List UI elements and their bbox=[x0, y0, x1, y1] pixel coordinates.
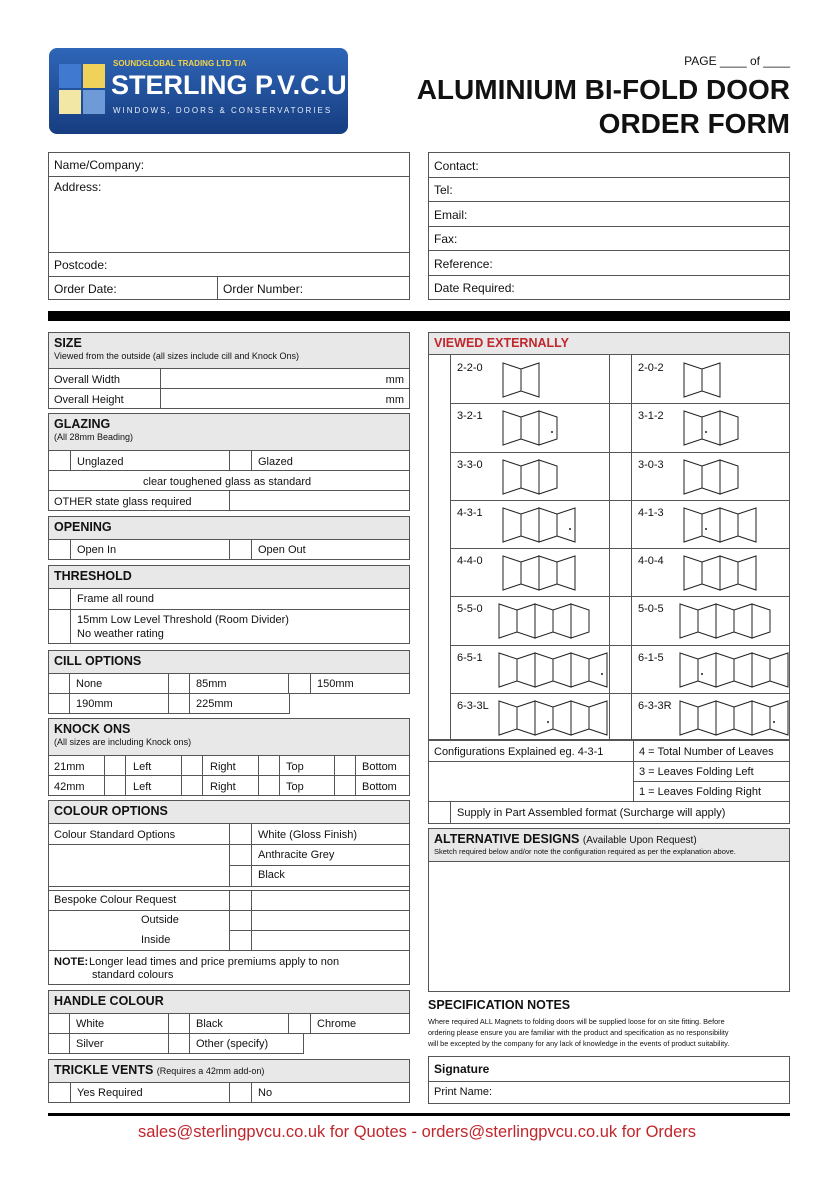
colour-black-option[interactable]: Black bbox=[258, 869, 285, 881]
company-logo bbox=[49, 48, 348, 134]
bifold-door-icon bbox=[682, 554, 758, 592]
colour-note-1: Longer lead times and price premiums apply to non bbox=[89, 956, 340, 968]
knock-42-left[interactable]: Left bbox=[133, 781, 152, 793]
open-in-option[interactable]: Open In bbox=[77, 544, 117, 556]
bespoke-inside[interactable]: Inside bbox=[141, 934, 171, 946]
handle-header: HANDLE COLOUR bbox=[48, 990, 410, 1014]
supply-part-assembled-option[interactable]: Supply in Part Assembled format (Surcharge will apply) bbox=[457, 807, 726, 819]
alternative-designs-header: ALTERNATIVE DESIGNS (Available Upon Request) Sketch required below and/or note the configuration required as per the explanation above. bbox=[428, 828, 790, 862]
trickle-header: TRICKLE VENTS (Requires a 42mm add-on) bbox=[48, 1059, 410, 1083]
knock-21-top[interactable]: Top bbox=[286, 761, 304, 773]
config-label-6-3-3R[interactable]: 6-3-3R bbox=[638, 699, 672, 712]
bifold-door-icon bbox=[497, 651, 609, 689]
low-threshold-note: No weather rating bbox=[77, 628, 164, 640]
threshold-header: THRESHOLD bbox=[48, 565, 410, 589]
logo-brand: STERLING P.V.C.U bbox=[111, 70, 347, 100]
cill-header: CILL OPTIONS bbox=[48, 650, 410, 674]
bifold-door-icon bbox=[682, 409, 740, 447]
config-label-6-3-3L[interactable]: 6-3-3L bbox=[457, 699, 489, 712]
spec-notes-l3: will be excepted by the company for any lack of knowledge in the events of product suitability. bbox=[428, 1039, 730, 1048]
cill-85-option[interactable]: 85mm bbox=[196, 678, 227, 690]
overall-height-label: Overall Height bbox=[54, 394, 124, 406]
glazing-table bbox=[48, 450, 410, 511]
spec-notes-l1: Where required ALL Magnets to folding doors will be supplied loose for on site fitting. Before bbox=[428, 1017, 725, 1026]
page-title-2: ORDER FORM bbox=[598, 108, 790, 139]
knock-42-right[interactable]: Right bbox=[210, 781, 236, 793]
open-out-option[interactable]: Open Out bbox=[258, 544, 306, 556]
handle-other-option[interactable]: Other (specify) bbox=[196, 1038, 269, 1050]
config-label-2-0-2[interactable]: 2-0-2 bbox=[638, 362, 664, 374]
print-name-field[interactable]: Print Name: bbox=[434, 1086, 493, 1098]
overall-width-label: Overall Width bbox=[54, 374, 121, 386]
overall-width-unit[interactable]: mm bbox=[385, 374, 404, 386]
tel-field[interactable]: Tel: bbox=[434, 183, 453, 197]
bifold-door-icon bbox=[678, 699, 790, 737]
cill-150-option[interactable]: 150mm bbox=[317, 678, 354, 690]
other-glass-field[interactable]: OTHER state glass required bbox=[54, 496, 192, 508]
contact-box bbox=[428, 152, 790, 300]
size-header: SIZE Viewed from the outside (all sizes include cill and Knock Ons) bbox=[48, 332, 410, 369]
postcode-field[interactable]: Postcode: bbox=[54, 258, 108, 272]
config-label-3-0-3[interactable]: 3-0-3 bbox=[638, 458, 664, 471]
cill-190-option[interactable]: 190mm bbox=[76, 698, 113, 710]
colour-header: COLOUR OPTIONS bbox=[48, 800, 410, 824]
divider-bar bbox=[48, 311, 790, 321]
configurations-grid bbox=[428, 354, 790, 740]
colour-note-label: NOTE: bbox=[54, 956, 89, 968]
logo-line1: SOUNDGLOBAL TRADING LTD T/A bbox=[113, 59, 247, 68]
config-exp-2: 3 = Leaves Folding Left bbox=[639, 766, 754, 778]
cill-225-option[interactable]: 225mm bbox=[196, 698, 233, 710]
date-required-field[interactable]: Date Required: bbox=[434, 281, 515, 295]
cill-none-option[interactable]: None bbox=[76, 678, 103, 690]
name-field[interactable]: Name/Company: bbox=[54, 158, 145, 172]
colour-table bbox=[48, 823, 410, 985]
knock-21-left[interactable]: Left bbox=[133, 761, 152, 773]
knock-ons-header: KNOCK ONS (All sizes are including Knock ons) bbox=[48, 718, 410, 756]
alternative-designs-sketch-area[interactable] bbox=[428, 861, 790, 992]
logo-tagline: WINDOWS, DOORS & CONSERVATORIES bbox=[113, 106, 333, 115]
bifold-door-icon bbox=[501, 554, 577, 592]
config-label-3-3-0[interactable]: 3-3-0 bbox=[457, 458, 483, 471]
page-number: PAGE ____ of ____ bbox=[684, 54, 790, 68]
config-label-5-0-5[interactable]: 5-0-5 bbox=[638, 603, 664, 616]
config-label-3-1-2[interactable]: 3-1-2 bbox=[638, 410, 664, 423]
footer-rule bbox=[48, 1113, 790, 1116]
knock-ons-table bbox=[48, 755, 410, 796]
bifold-door-icon bbox=[501, 458, 559, 496]
email-field[interactable]: Email: bbox=[434, 208, 468, 222]
colour-standard-label: Colour Standard Options bbox=[54, 829, 176, 841]
bifold-door-icon bbox=[678, 651, 790, 689]
reference-field[interactable]: Reference: bbox=[434, 257, 493, 271]
config-label-4-0-4[interactable]: 4-0-4 bbox=[638, 555, 664, 567]
bifold-door-icon bbox=[682, 506, 758, 544]
colour-anthracite-option[interactable]: Anthracite Grey bbox=[258, 849, 335, 861]
address-field[interactable]: Address: bbox=[54, 180, 102, 194]
customer-box bbox=[48, 152, 410, 300]
bespoke-outside[interactable]: Outside bbox=[141, 914, 179, 926]
handle-white-option[interactable]: White bbox=[76, 1018, 105, 1030]
knock-42-label: 42mm bbox=[54, 781, 85, 793]
bifold-door-icon bbox=[501, 506, 577, 544]
contact-field[interactable]: Contact: bbox=[434, 159, 479, 173]
opening-table bbox=[48, 539, 410, 560]
knock-42-bottom[interactable]: Bottom bbox=[362, 781, 397, 793]
cill-table bbox=[48, 673, 410, 714]
bifold-door-icon bbox=[501, 361, 541, 399]
fax-field[interactable]: Fax: bbox=[434, 232, 458, 246]
signature-box bbox=[428, 1056, 790, 1104]
bifold-door-icon bbox=[682, 458, 740, 496]
page-title: ALUMINIUM BI-FOLD DOOR bbox=[416, 74, 790, 105]
spec-notes-l2: ordering please ensure you are familiar with the product and specification as no responsibility bbox=[428, 1028, 729, 1037]
glass-standard-note: clear toughened glass as standard bbox=[143, 476, 312, 488]
bifold-door-icon bbox=[501, 409, 559, 447]
config-label-3-2-1[interactable]: 3-2-1 bbox=[457, 410, 483, 423]
config-label-5-5-0[interactable]: 5-5-0 bbox=[457, 603, 483, 616]
knock-21-bottom[interactable]: Bottom bbox=[362, 761, 397, 773]
handle-table bbox=[48, 1013, 410, 1054]
trickle-table bbox=[48, 1082, 410, 1103]
bifold-door-icon bbox=[678, 602, 772, 640]
bifold-door-icon bbox=[497, 602, 591, 640]
order-number-field[interactable]: Order Number: bbox=[223, 282, 304, 296]
config-label-2-2-0[interactable]: 2-2-0 bbox=[457, 362, 483, 374]
knock-21-label: 21mm bbox=[54, 761, 85, 773]
config-exp-3: 1 = Leaves Folding Right bbox=[639, 786, 761, 798]
config-label-4-3-1[interactable]: 4-3-1 bbox=[457, 506, 483, 519]
logo-window-icon bbox=[59, 64, 105, 114]
signature-field[interactable]: Signature bbox=[434, 1062, 490, 1076]
knock-42-top[interactable]: Top bbox=[286, 781, 304, 793]
handle-silver-option[interactable]: Silver bbox=[76, 1038, 104, 1050]
config-explained-label: Configurations Explained eg. 4-3-1 bbox=[434, 746, 604, 758]
bifold-door-icon bbox=[682, 361, 722, 399]
config-label-6-5-1[interactable]: 6-5-1 bbox=[457, 651, 483, 664]
handle-chrome-option[interactable]: Chrome bbox=[317, 1018, 357, 1030]
colour-white-option[interactable]: White (Gloss Finish) bbox=[258, 829, 358, 841]
colour-note-2: standard colours bbox=[92, 969, 174, 981]
low-threshold-option[interactable]: 15mm Low Level Threshold (Room Divider) bbox=[77, 614, 289, 626]
threshold-table bbox=[48, 588, 410, 644]
trickle-yes-option[interactable]: Yes Required bbox=[77, 1087, 143, 1099]
bifold-door-icon bbox=[497, 699, 609, 737]
size-table bbox=[48, 368, 410, 409]
spec-notes-title: SPECIFICATION NOTES bbox=[428, 998, 571, 1012]
config-label-4-4-0[interactable]: 4-4-0 bbox=[457, 555, 483, 567]
glazing-header: GLAZING (All 28mm Beading) bbox=[48, 413, 410, 451]
trickle-no-option[interactable]: No bbox=[258, 1087, 273, 1099]
config-explained-table bbox=[428, 740, 790, 824]
glazed-option[interactable]: Glazed bbox=[258, 456, 293, 468]
viewed-externally-header: VIEWED EXTERNALLY bbox=[428, 332, 790, 355]
config-label-6-1-5[interactable]: 6-1-5 bbox=[638, 651, 664, 664]
opening-header: OPENING bbox=[48, 516, 410, 540]
knock-21-right[interactable]: Right bbox=[210, 761, 236, 773]
order-date-field[interactable]: Order Date: bbox=[54, 282, 117, 296]
overall-height-unit[interactable]: mm bbox=[385, 394, 404, 406]
handle-black-option[interactable]: Black bbox=[196, 1018, 223, 1030]
unglazed-option[interactable]: Unglazed bbox=[77, 456, 124, 468]
config-label-4-1-3[interactable]: 4-1-3 bbox=[638, 506, 664, 519]
config-exp-1: 4 = Total Number of Leaves bbox=[639, 746, 774, 758]
frame-all-round-option[interactable]: Frame all round bbox=[77, 593, 155, 605]
bespoke-colour-label: Bespoke Colour Request bbox=[54, 894, 177, 906]
footer-contact[interactable]: sales@sterlingpvcu.co.uk for Quotes - orders@sterlingpvcu.co.uk for Orders bbox=[137, 1123, 697, 1141]
